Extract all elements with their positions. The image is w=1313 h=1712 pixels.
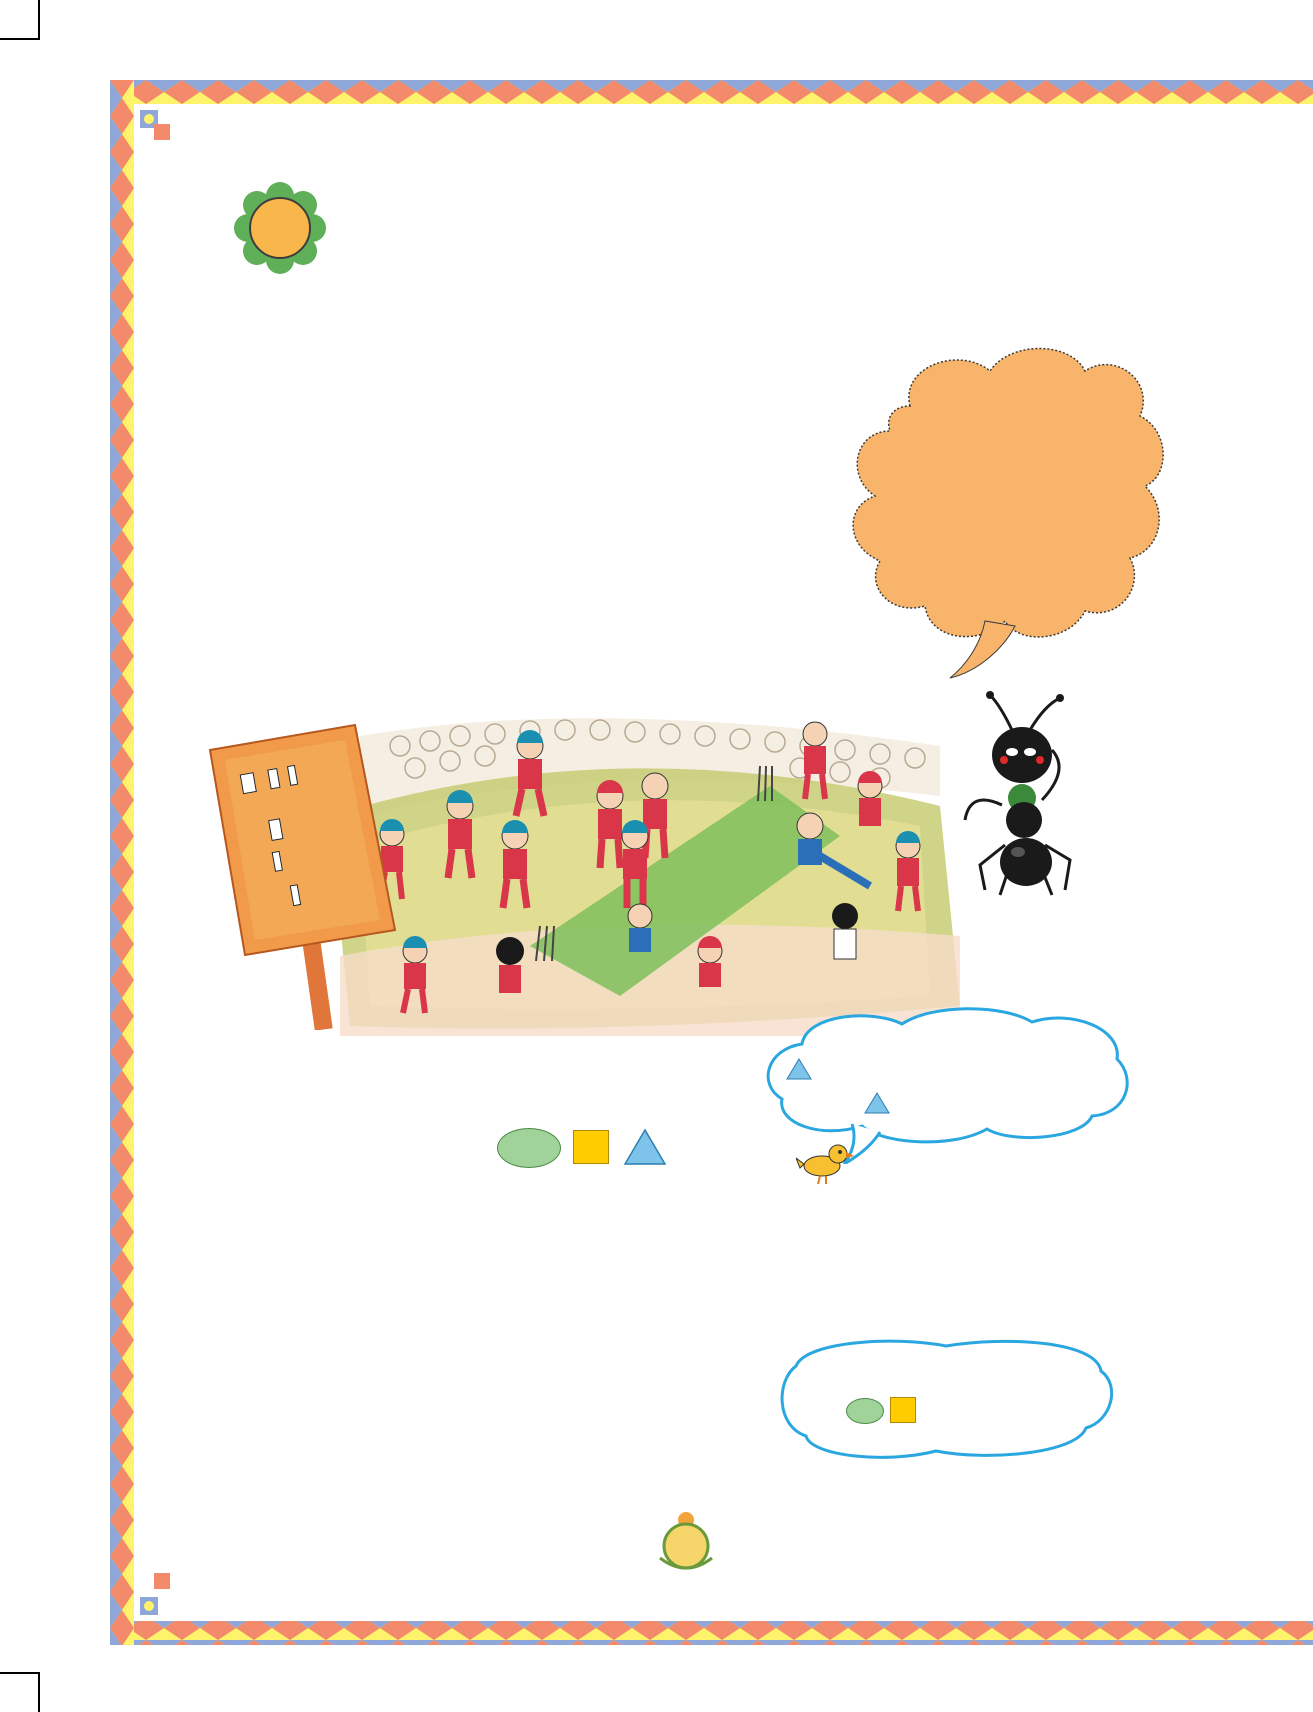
guess-cloud-shape	[840, 336, 1170, 686]
hundreds-header-token	[497, 1128, 561, 1168]
ones-header-token	[623, 1128, 667, 1166]
crop-mark-top-left	[0, 0, 40, 40]
ten-token-icon	[890, 1397, 916, 1423]
scoreboard-total-value	[267, 768, 280, 789]
place-value-table	[493, 1118, 673, 1384]
ant-character-illustration	[960, 690, 1110, 900]
runs-to-win-ones	[618, 1184, 673, 1248]
one-token-icon	[864, 1092, 890, 1114]
runs-to-win-hundreds	[493, 1184, 563, 1248]
hundred-token-icon	[846, 1398, 884, 1424]
row-gap	[493, 1248, 673, 1256]
scoreboard-overs-label	[281, 884, 285, 908]
page-number-badge-icon	[650, 1508, 722, 1574]
scoreboard-total-label	[240, 743, 244, 765]
subtract-cloud-line-3	[864, 1088, 890, 1116]
crop-mark-bottom-left	[0, 1672, 40, 1712]
bird-icon	[796, 1136, 856, 1186]
runs-by-india-ones	[618, 1256, 673, 1318]
scoreboard-no1-value	[240, 772, 257, 794]
runs-by-india-tens	[563, 1256, 618, 1318]
runs-needed-ones	[618, 1326, 673, 1384]
subtract-cloud-line-2	[786, 1054, 812, 1082]
scoreboard-no1-label	[228, 745, 232, 767]
working-strip-tokens	[676, 1184, 1064, 1250]
runs-needed-tens	[563, 1326, 618, 1384]
scoreboard-lastman-value	[272, 851, 283, 872]
row-gap	[493, 1318, 673, 1326]
qr-code-icon	[938, 176, 1080, 318]
runs-by-india-hundreds	[493, 1256, 563, 1318]
row-gap	[493, 1176, 673, 1184]
chapter-number	[234, 182, 326, 274]
scoreboard-lastman-label	[266, 852, 270, 873]
runs-needed-hundreds	[493, 1326, 563, 1384]
scoreboard-text	[222, 702, 433, 949]
one-token-icon	[786, 1058, 812, 1080]
runs-to-win-tens	[563, 1184, 618, 1248]
scoreboard-no3-value	[287, 765, 298, 786]
scoreboard-wickets-label	[260, 819, 264, 843]
left-with-ones-tokens	[948, 1394, 1048, 1422]
tens-header-token	[573, 1130, 609, 1164]
left-with-cloud-shape	[776, 1336, 1116, 1466]
scoreboard-wickets-value	[268, 818, 283, 841]
scoreboard-no3-label	[246, 742, 250, 764]
scoreboard-overs-value	[290, 884, 302, 906]
chapter-badge	[234, 182, 326, 274]
